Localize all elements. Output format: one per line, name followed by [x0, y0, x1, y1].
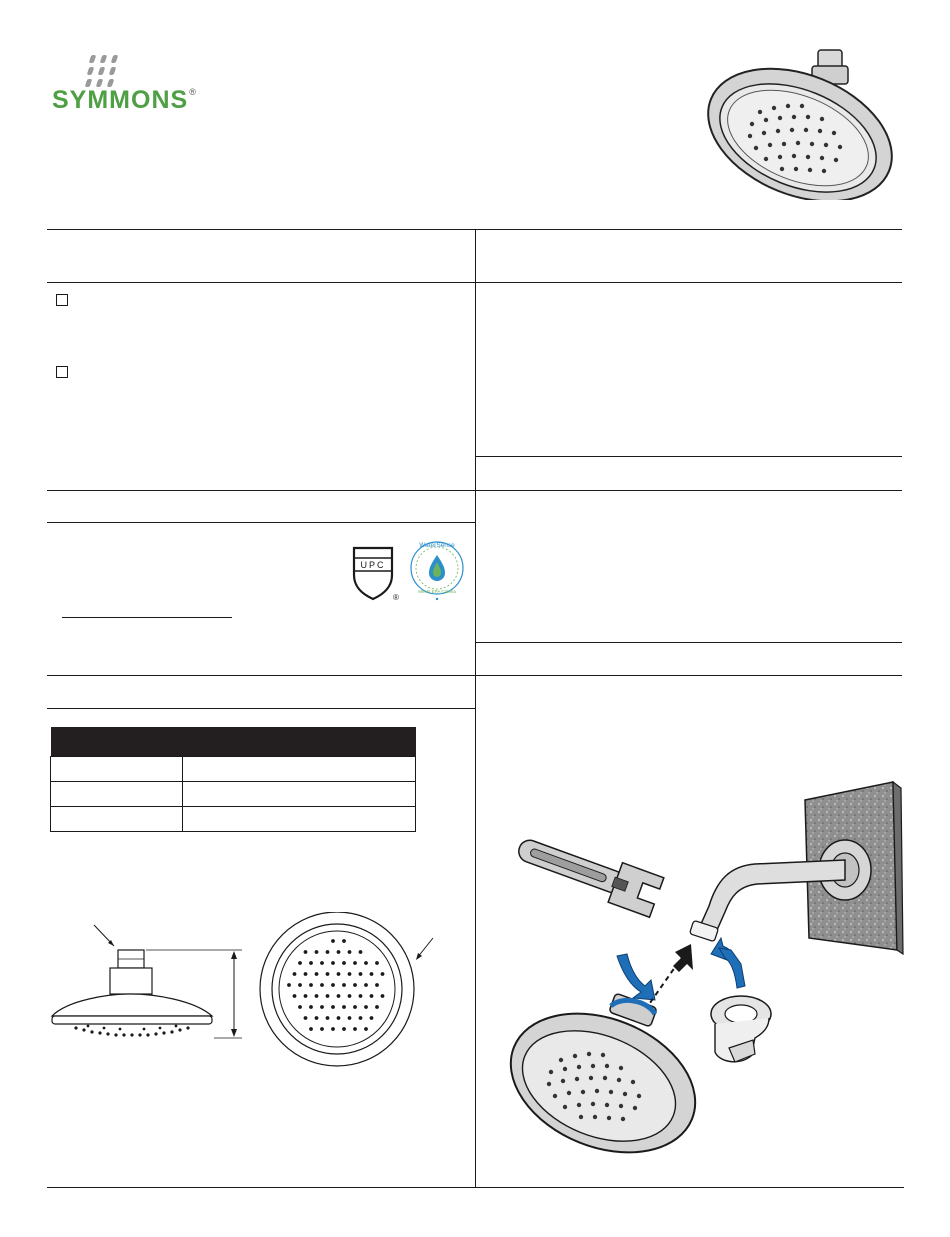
table-row: [51, 782, 416, 807]
section-rule: [476, 456, 902, 457]
section-rule: [476, 642, 902, 643]
table-row: [51, 807, 416, 832]
spec-table-header: [51, 727, 416, 757]
link-underline: [62, 617, 232, 618]
brand-name: SYMMONS®: [52, 86, 197, 114]
column-divider: [475, 229, 476, 1187]
checkbox-icon[interactable]: [56, 366, 68, 378]
installation-diagram: [505, 778, 905, 1163]
checkbox-icon[interactable]: [56, 294, 68, 306]
section-rule: [47, 675, 902, 676]
section-rule: [47, 708, 475, 709]
watersense-logo: [409, 538, 465, 602]
upc-logo-text: UPC: [360, 560, 386, 570]
wrench-icon: [512, 828, 664, 917]
watersense-sub-text: Meets EPA Criteria: [418, 589, 456, 594]
svg-text:®: ®: [393, 593, 399, 602]
section-rule: [47, 490, 902, 491]
rotate-arrow-icon: [617, 954, 655, 1000]
spec-table: [50, 727, 416, 832]
shower-head-icon: [505, 988, 716, 1163]
washer-icon: [711, 996, 771, 1062]
shower-head-side-view-diagram: [48, 918, 248, 1048]
shower-head-product-image: [700, 40, 905, 200]
table-row: [51, 757, 416, 782]
upc-certification-logo: [350, 545, 402, 603]
direction-arrow-icon: [673, 944, 693, 972]
shower-head-face-view-diagram: [255, 912, 455, 1067]
watersense-logo-text: WaterSense: [419, 542, 455, 549]
section-rule: [47, 282, 902, 283]
footer-rule: [47, 1187, 904, 1188]
section-rule: [47, 522, 475, 523]
